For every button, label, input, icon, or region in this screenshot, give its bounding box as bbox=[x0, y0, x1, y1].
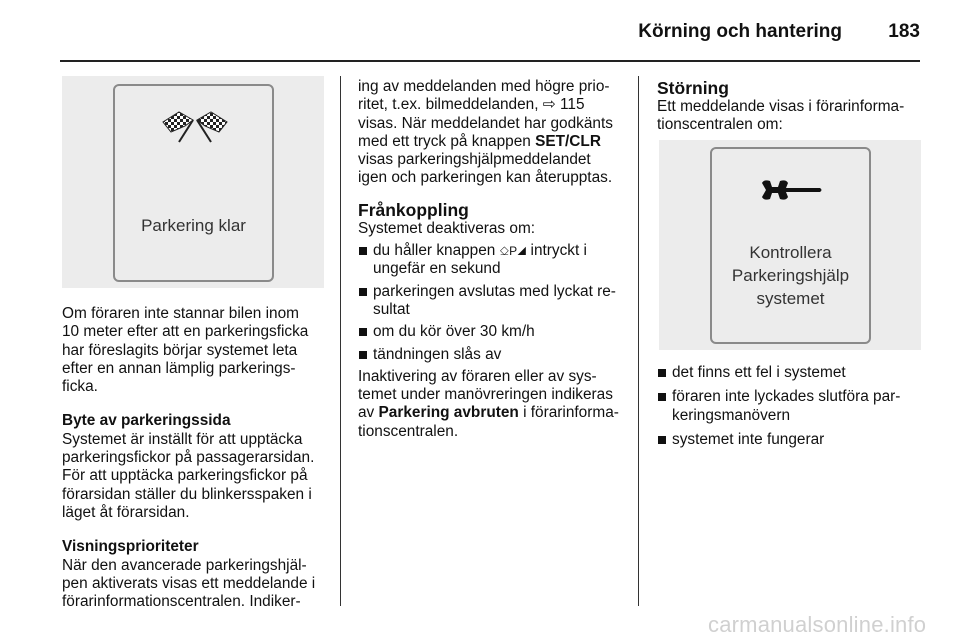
page-ref[interactable]: 115 bbox=[559, 96, 585, 114]
figure-check-system bbox=[659, 140, 921, 350]
section-heading: Störning bbox=[657, 78, 729, 98]
page-header bbox=[60, 0, 920, 62]
checkered-flags-icon bbox=[159, 110, 231, 144]
figure-parking-complete bbox=[62, 76, 324, 288]
column-2 bbox=[358, 78, 630, 441]
display-label: Kontrollera Parkeringshjälp systemet bbox=[731, 243, 850, 308]
list-item: du håller knappen ⎐P◢ intryckt i ungefär en sekund bbox=[358, 242, 630, 279]
paragraph: Ett meddelande visas i förarinforma- tionscentralen om: bbox=[657, 98, 905, 134]
list-item: det finns ett fel i systemet bbox=[657, 364, 922, 382]
wrench-icon bbox=[760, 179, 824, 201]
paragraph: När den avancerade parkeringshjäl- pen aktiverats visas ett meddelande i förarinformationscentralen. Indiker- bbox=[62, 556, 316, 611]
column-3 bbox=[657, 78, 922, 135]
paragraph: Inaktivering av föraren eller av sys- temet under manövreringen indikeras av Parkering avbruten i förarinforma- tionscentralen. bbox=[358, 367, 619, 440]
paragraph: Systemet är inställt för att upptäcka parkeringsfickor på passagerarsidan. För att upptäcka parkeringsfickor på förarsidan ställer du blinkersspaken i läget åt förarsidan. bbox=[62, 430, 315, 521]
page-ref-arrow-icon: ⇨ bbox=[542, 96, 556, 114]
list-item: om du kör över 30 km/h bbox=[358, 323, 630, 341]
running-title: Körning och hantering bbox=[638, 21, 842, 42]
button-name: SET/CLR bbox=[535, 132, 601, 150]
park-assist-button-icon: ⎐P◢ bbox=[499, 244, 527, 259]
paragraph: Systemet deaktiveras om: bbox=[358, 219, 536, 237]
paragraph: Om föraren inte stannar bilen inom 10 meter efter att en parkeringsficka har föreslagits börjar systemet leta efter en annan lämplig parkerings- ficka. bbox=[62, 305, 309, 396]
list-item: tändningen slås av bbox=[358, 346, 630, 364]
page-number: 183 bbox=[888, 21, 920, 42]
watermark: carmanualsonline.info bbox=[708, 612, 927, 637]
list-item: parkeringen avslutas med lyckat re- sultat bbox=[358, 283, 630, 320]
display-frame bbox=[710, 147, 871, 344]
header-rule bbox=[60, 60, 920, 62]
section-heading: Frånkoppling bbox=[358, 199, 469, 220]
display-frame bbox=[113, 84, 274, 282]
list-item: systemet inte fungerar bbox=[657, 431, 922, 449]
subheading: Visningsprioriteter bbox=[62, 538, 199, 556]
subheading: Byte av parkeringssida bbox=[62, 412, 231, 430]
display-label: Parkering klar bbox=[141, 216, 246, 235]
column-1 bbox=[62, 305, 332, 611]
column-3-list bbox=[657, 364, 922, 449]
list-item: föraren inte lyckades slutföra par- keringsmanövern bbox=[657, 388, 922, 425]
paragraph: ing av meddelanden med högre prio- ritet, t.ex. bilmeddelanden, ⇨ 115 visas. När meddelandet har godkänts med ett tryck på knappen SET/CLR visas parkeringshjälpmeddelandet igen och parkeringen kan återupptas. bbox=[358, 78, 613, 187]
message-name: Parkering avbruten bbox=[378, 404, 519, 422]
column-divider-2 bbox=[638, 76, 639, 606]
column-divider-1 bbox=[340, 76, 341, 606]
